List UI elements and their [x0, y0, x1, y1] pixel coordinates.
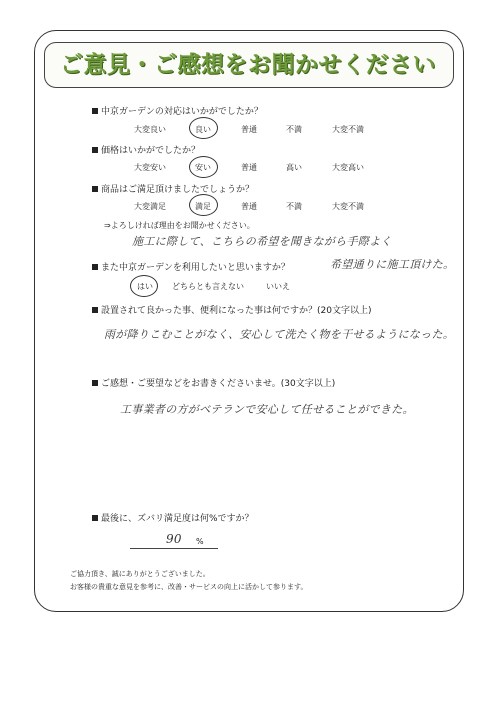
q4-option-1[interactable]: はい	[137, 282, 153, 291]
q2-option-4[interactable]: 高い	[286, 163, 302, 172]
footer-note: お客様の貴重な意見を参考に、改善・サービスの向上に活かして参ります。	[70, 583, 308, 591]
satisfaction-underline	[130, 548, 218, 549]
good-points-label: 設置されて良かった事、便利になった事は何ですか？(20文字以上)	[101, 306, 372, 316]
reason-answer-line-1: 施工に際して、こちらの希望を聞きながら手際よく	[132, 235, 392, 248]
q1-option-5[interactable]: 大変不満	[332, 125, 364, 134]
survey-title: ご意見・ご感想をお聞かせください	[60, 52, 436, 78]
question-3-label: 商品はご満足頂けましたでしょうか？	[101, 185, 255, 195]
q3-selected-circle	[189, 194, 218, 216]
bullet-square-icon	[92, 307, 98, 313]
q2-option-3[interactable]: 普通	[241, 163, 257, 172]
q3-option-3[interactable]: 普通	[241, 202, 257, 211]
q2-selected-circle	[189, 156, 218, 178]
satisfaction-value: 90	[166, 532, 182, 546]
q4-selected-circle	[130, 275, 158, 297]
q1-option-1[interactable]: 大変良い	[134, 125, 166, 134]
q2-option-1[interactable]: 大変安い	[134, 163, 166, 172]
good-points-question	[92, 303, 371, 316]
reason-answer-line-2: 希望通りに施工頂けた。	[330, 258, 455, 271]
bullet-square-icon	[92, 186, 98, 192]
bullet-square-icon	[92, 515, 98, 521]
q3-option-4[interactable]: 不満	[286, 202, 302, 211]
question-3	[92, 182, 254, 195]
q2-option-2[interactable]: 安い	[195, 163, 211, 172]
reason-note: ⇒よろしければ理由をお聞かせください。	[104, 221, 255, 230]
comments-question	[92, 376, 335, 389]
question-2-label: 価格はいかがでしたか？	[101, 146, 201, 156]
q3-option-5[interactable]: 大変不満	[332, 202, 364, 211]
comments-answer: 工事業者の方がベテランで安心して任せることができた。	[120, 403, 414, 416]
q1-option-3[interactable]: 普通	[241, 125, 257, 134]
satisfaction-question	[92, 511, 254, 524]
satisfaction-label: 最後に、ズバリ満足度は何%ですか？	[101, 514, 254, 524]
question-2	[92, 143, 200, 156]
q3-option-1[interactable]: 大変満足	[134, 202, 166, 211]
bullet-square-icon	[92, 147, 98, 153]
q4-option-3[interactable]: いいえ	[266, 282, 290, 291]
satisfaction-unit: %	[196, 537, 204, 546]
bullet-square-icon	[92, 108, 98, 114]
question-4-label: また中京ガーデンを利用したいと思いますか？	[101, 263, 290, 273]
bullet-square-icon	[92, 380, 98, 386]
q4-option-2[interactable]: どちらとも言えない	[172, 282, 244, 291]
q1-selected-circle	[189, 117, 218, 139]
question-4	[92, 260, 290, 273]
q2-option-5[interactable]: 大変高い	[332, 163, 364, 172]
footer-thanks: ご協力頂き、誠にありがとうございました。	[70, 570, 210, 578]
q1-option-2[interactable]: 良い	[195, 125, 211, 134]
question-1	[92, 104, 263, 117]
q3-option-2[interactable]: 満足	[195, 202, 211, 211]
good-points-answer: 雨が降りこむことがなく、安心して洗たく物を干せるようになった。	[104, 328, 455, 341]
question-1-label: 中京ガーデンの対応はいかがでしたか？	[101, 107, 263, 117]
bullet-square-icon	[92, 264, 98, 270]
comments-label: ご感想・ご要望などをお書きくださいませ。(30文字以上)	[101, 379, 336, 389]
q1-option-4[interactable]: 不満	[286, 125, 302, 134]
survey-frame	[34, 30, 464, 612]
